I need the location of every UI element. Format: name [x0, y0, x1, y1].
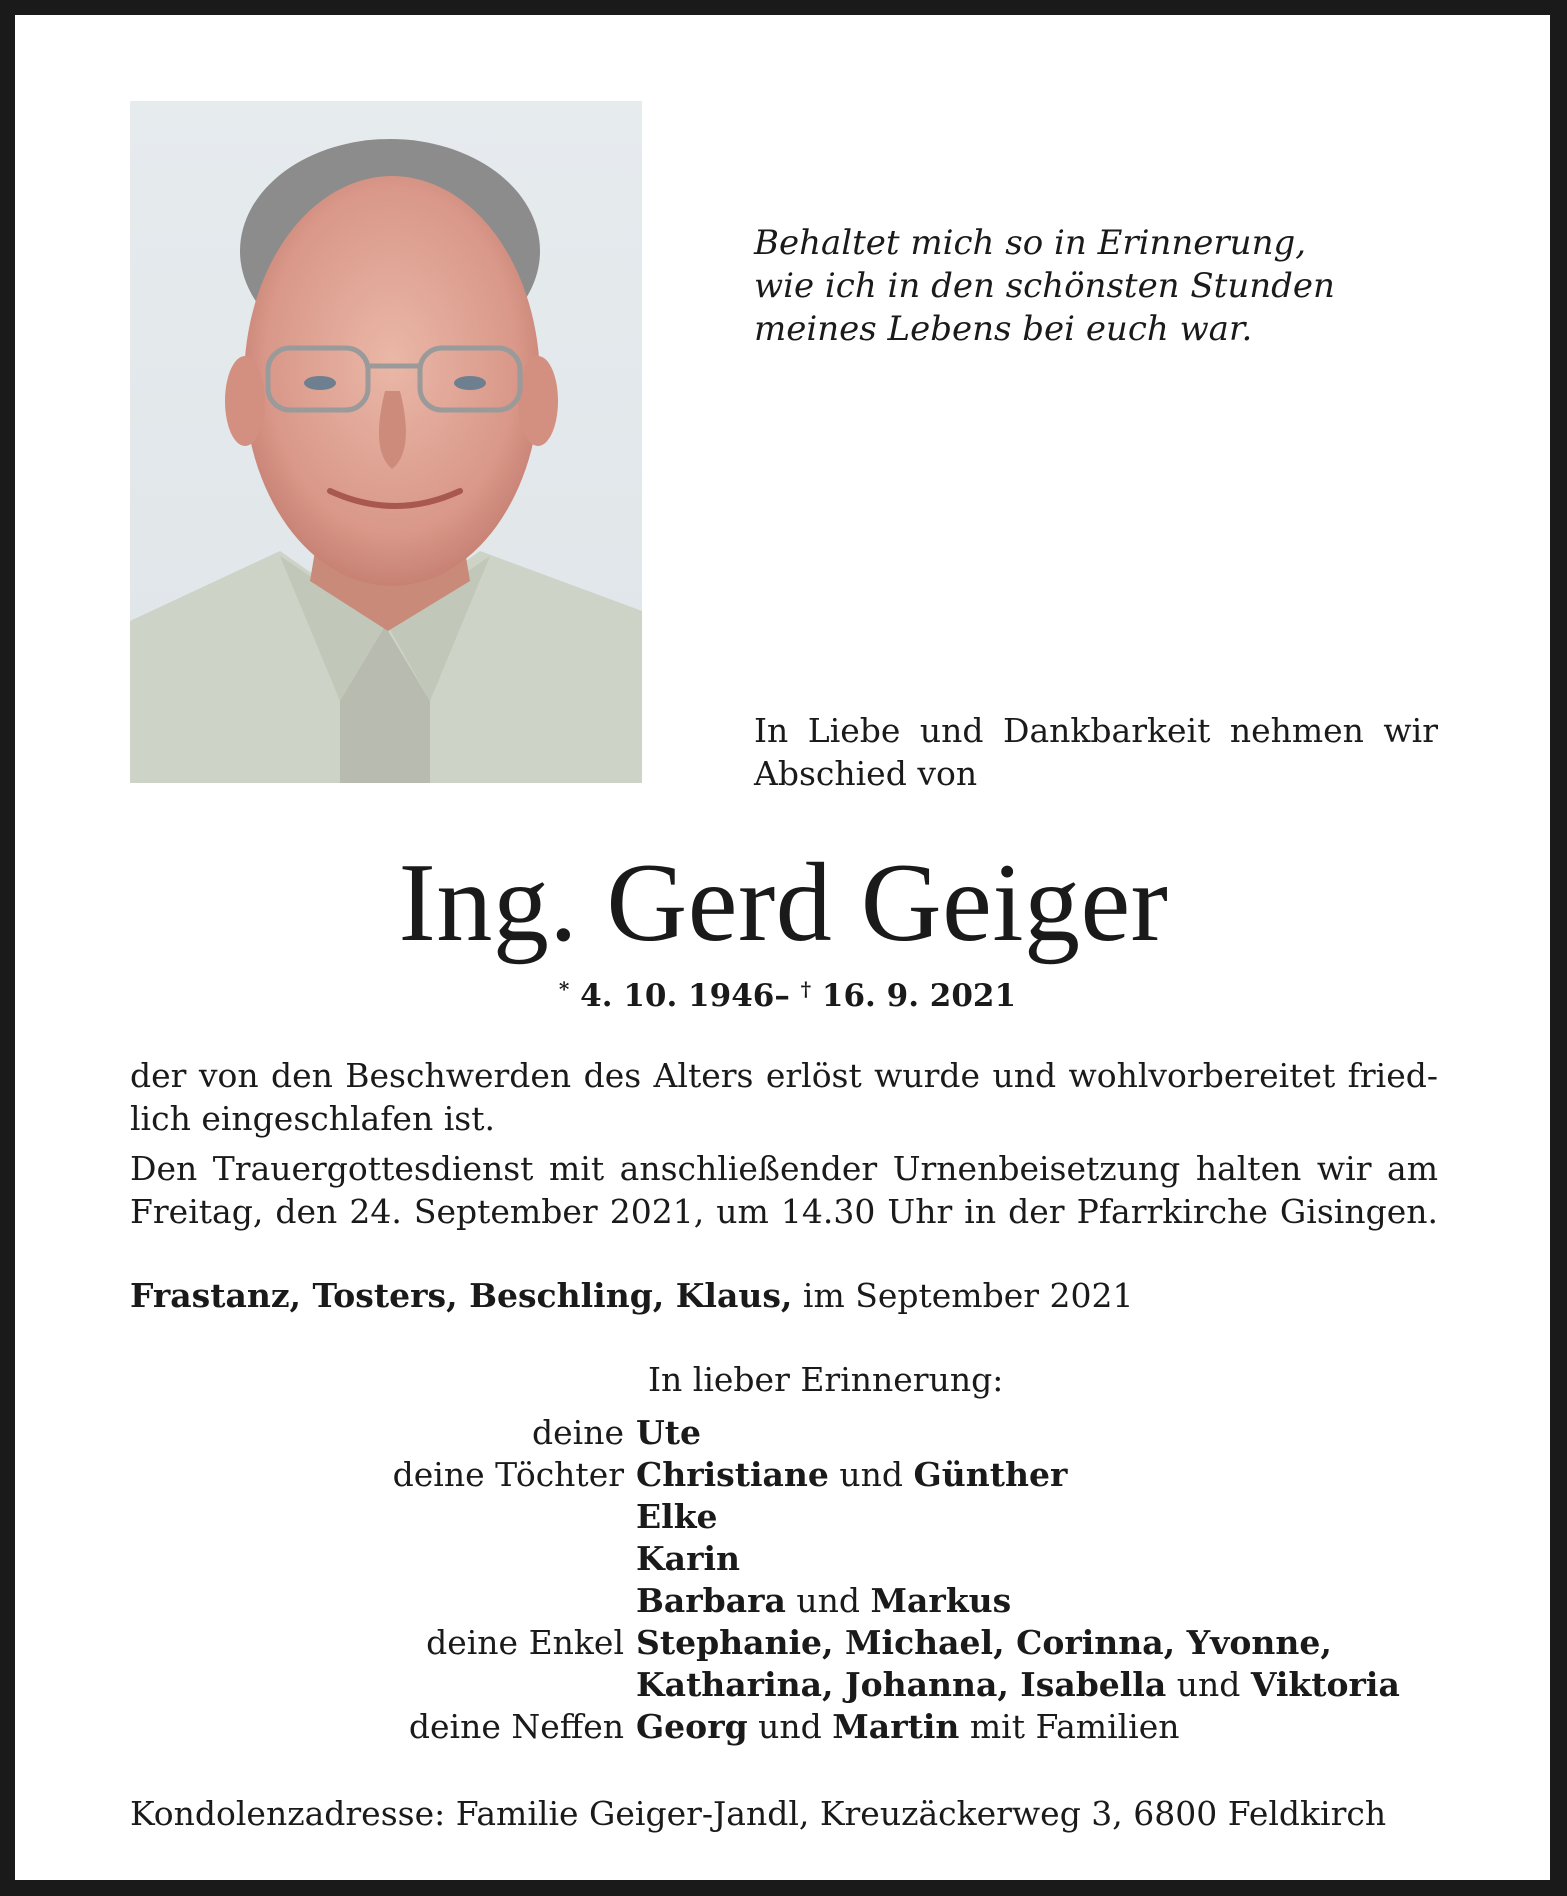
relation-label: deine Enkel: [426, 1623, 624, 1662]
conjunction: und: [828, 1455, 914, 1494]
relation-label: deine: [532, 1413, 624, 1452]
body-text: [130, 1054, 1438, 1233]
family-heading: In lieber Erinnerung:: [648, 1360, 1004, 1399]
body-line: Den Trauergottesdienst mit anschließender Urnenbeisetzung halten wir am: [130, 1149, 1438, 1188]
family-name: Katharina, Johanna, Isabella: [636, 1665, 1167, 1704]
conjunction: und: [1166, 1665, 1251, 1704]
quote: [754, 222, 1335, 351]
date-separator: –: [774, 978, 790, 1014]
deceased-name: Ing. Gerd Geiger: [398, 841, 1169, 965]
family-name: Viktoria: [1250, 1665, 1400, 1704]
conjunction: und: [747, 1707, 833, 1746]
list-item: [0, 1538, 1500, 1580]
family-name: Karin: [636, 1539, 740, 1578]
relation-label: deine Töchter: [392, 1455, 624, 1494]
place-month: im September 2021: [792, 1276, 1134, 1315]
list-item: [0, 1454, 1500, 1496]
conjunction: und: [785, 1581, 871, 1620]
list-item: [0, 1706, 1500, 1748]
intro-line: Abschied von: [754, 754, 978, 793]
portrait-photo: [130, 101, 642, 783]
death-symbol: †: [800, 977, 812, 1001]
family-name: Stephanie, Michael, Corinna, Yvonne,: [636, 1623, 1332, 1662]
quote-line: meines Lebens bei euch war.: [754, 309, 1253, 349]
family-list: [0, 1412, 1500, 1748]
list-item: [0, 1580, 1500, 1622]
relation-label: deine Neffen: [408, 1707, 624, 1746]
family-name: Barbara: [636, 1581, 786, 1620]
body-line: der von den Beschwerden des Alters erlöst wurde und wohlvorbereitet fried-: [130, 1056, 1438, 1095]
list-item: [0, 1622, 1500, 1664]
death-date: 16. 9. 2021: [821, 978, 1017, 1014]
place-towns: Frastanz, Tosters, Beschling, Klaus,: [130, 1276, 793, 1315]
with-families: mit Familien: [959, 1707, 1180, 1746]
family-name: Christiane: [636, 1455, 829, 1494]
family-name: Ute: [636, 1413, 702, 1452]
list-item: [0, 1412, 1500, 1454]
body-line: Freitag, den 24. September 2021, um 14.30 Uhr in der Pfarrkirche Gisingen.: [130, 1192, 1438, 1231]
body-line: lich eingeschlafen ist.: [130, 1099, 495, 1138]
quote-line: wie ich in den schönsten Stunden: [754, 266, 1335, 306]
condolence-address: Kondolenzadresse: Familie Geiger-Jandl, Kreuzäckerweg 3, 6800 Feldkirch: [130, 1794, 1387, 1833]
family-name: Georg: [636, 1707, 748, 1746]
intro-text: [754, 709, 1438, 795]
life-dates: [0, 967, 1567, 1018]
family-name: Elke: [636, 1497, 718, 1536]
family-name: Martin: [832, 1707, 960, 1746]
family-name: Markus: [870, 1581, 1012, 1620]
quote-line: Behaltet mich so in Erinnerung,: [754, 223, 1307, 263]
list-item: [0, 1496, 1500, 1538]
family-name: Günther: [913, 1455, 1068, 1494]
place-date: [130, 1274, 1133, 1317]
birth-date: 4. 10. 1946: [580, 978, 775, 1014]
intro-line: In Liebe und Dankbarkeit nehmen wir: [754, 711, 1438, 750]
list-item: [0, 1664, 1500, 1706]
birth-symbol: *: [558, 977, 570, 1001]
